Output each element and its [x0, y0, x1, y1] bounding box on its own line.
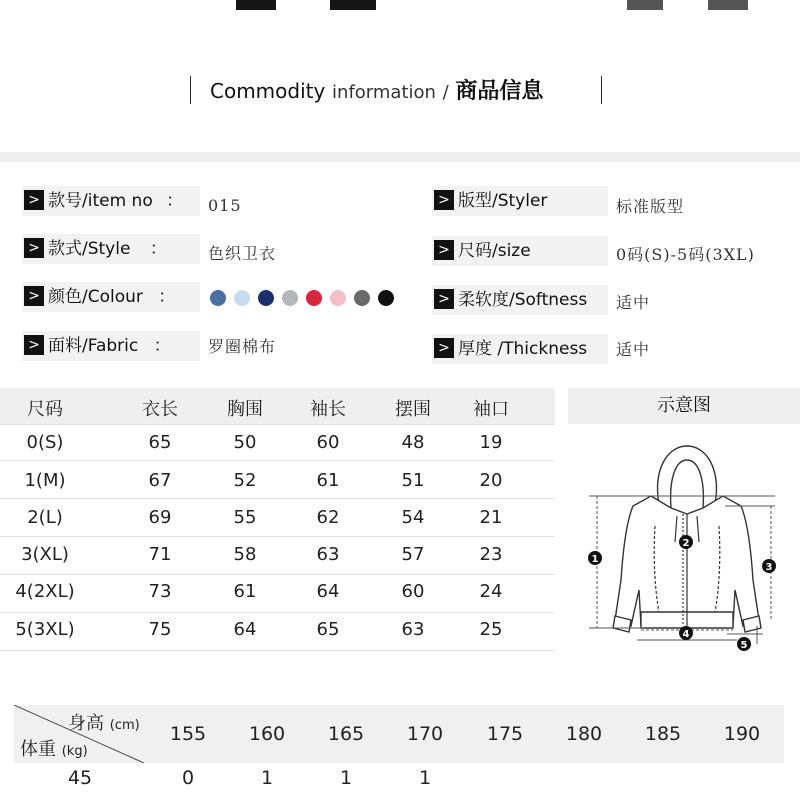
spec-label-size	[432, 236, 608, 266]
spec-value-fabric: 罗圈棉布	[208, 337, 277, 356]
size-table-header-cell: 摆围	[395, 399, 431, 420]
spec-label-fabric	[22, 331, 200, 361]
weight-unit: (kg)	[61, 744, 88, 759]
diagram-title: 示意图	[568, 388, 800, 424]
size-table-value-cell: 58	[233, 544, 257, 565]
size-table-value-cell: 21	[479, 507, 503, 528]
size-table	[0, 388, 555, 650]
height-unit: (cm)	[109, 718, 140, 733]
spec-label-text: 厚度 /Thickness	[458, 339, 588, 359]
size-table-value-cell: 71	[148, 544, 172, 565]
spec-colon: ：	[166, 191, 184, 211]
size-table-value-cell: 55	[233, 507, 257, 528]
size-table-value-cell: 57	[401, 544, 425, 565]
size-recommendation-cell: 0	[181, 767, 195, 789]
height-label	[68, 709, 140, 735]
size-table-size-cell: 2(L)	[27, 507, 63, 528]
size-table-value-cell: 63	[316, 544, 340, 565]
size-table-row-divider	[0, 650, 555, 651]
size-table-value-cell: 20	[479, 470, 503, 491]
colour-swatch-7[interactable]	[354, 290, 370, 306]
arrow-icon: >	[24, 238, 44, 258]
height-weight-table	[14, 705, 784, 800]
size-table-row-divider	[0, 498, 555, 499]
size-table-size-cell: 4(2XL)	[15, 581, 75, 602]
marker-1-label: 1	[591, 554, 599, 565]
size-table-row-divider	[0, 424, 555, 425]
arrow-icon: >	[434, 240, 454, 260]
colour-swatch-4[interactable]	[282, 290, 298, 306]
height-header-cell: 160	[248, 723, 286, 745]
size-table-size-cell: 5(3XL)	[15, 619, 75, 640]
size-table-value-cell: 69	[148, 507, 172, 528]
spec-label-text: 款号/item no	[48, 191, 153, 211]
size-table-value-cell: 64	[316, 581, 340, 602]
size-table-header-cell: 袖长	[310, 399, 346, 420]
size-table-row-divider	[0, 460, 555, 461]
spec-label-colour	[22, 282, 200, 312]
spec-colon: ：	[158, 287, 176, 307]
size-table-header-cell: 袖口	[473, 399, 509, 420]
arrow-icon: >	[434, 289, 454, 309]
size-table-row-divider	[0, 536, 555, 537]
size-table-value-cell: 64	[233, 619, 257, 640]
spec-value-size: 0码(S)-5码(3XL)	[616, 245, 755, 264]
colour-swatch-5[interactable]	[306, 290, 322, 306]
spec-label-thickness	[432, 334, 608, 364]
spec-label-item-no	[22, 186, 200, 216]
size-table-size-cell: 1(M)	[24, 470, 66, 491]
size-table-value-cell: 73	[148, 581, 172, 602]
spec-value-thickness: 适中	[616, 340, 651, 359]
spec-label-text: 面料/Fabric	[48, 336, 139, 356]
heading-cn: 商品信息	[455, 79, 544, 104]
arrow-icon: >	[24, 286, 44, 306]
size-table-row-divider	[0, 612, 555, 613]
colour-swatch-3[interactable]	[258, 290, 274, 306]
product-thumb-gray-right	[708, 0, 748, 10]
size-table-value-cell: 24	[479, 581, 503, 602]
heading-text	[210, 74, 543, 105]
size-table-value-cell: 60	[316, 432, 340, 453]
colour-swatch-1[interactable]	[210, 290, 226, 306]
spec-label-text: 颜色/Colour	[48, 287, 143, 307]
arrow-icon: >	[24, 190, 44, 210]
weight-label-text: 体重	[20, 739, 56, 760]
arrow-icon: >	[24, 335, 44, 355]
heading-right-bar	[601, 76, 602, 104]
arrow-icon: >	[434, 190, 454, 210]
size-recommendation-cell: 1	[418, 767, 432, 789]
section-divider	[0, 152, 800, 162]
height-header-cell: 170	[406, 723, 444, 745]
spec-label-text: 柔软度/Softness	[458, 290, 588, 310]
section-heading	[190, 72, 604, 108]
size-table-header-cell: 胸围	[227, 399, 263, 420]
size-table-value-cell: 51	[401, 470, 425, 491]
size-table-value-cell: 23	[479, 544, 503, 565]
hoodie-diagram	[575, 430, 800, 655]
size-table-value-cell: 60	[401, 581, 425, 602]
height-header-cell: 190	[723, 723, 761, 745]
spec-value-item-no: 015	[208, 196, 242, 215]
size-table-value-cell: 54	[401, 507, 425, 528]
spec-label-text: 款式/Style	[48, 239, 131, 259]
size-table-header-cell: 尺码	[27, 399, 63, 420]
size-table-value-cell: 65	[316, 619, 340, 640]
spec-label-style	[22, 234, 200, 264]
weight-label	[20, 735, 88, 761]
colour-swatch-2[interactable]	[234, 290, 250, 306]
size-table-size-cell: 3(XL)	[21, 544, 69, 565]
height-header-cell: 175	[486, 723, 524, 745]
spec-colon: ：	[149, 239, 167, 259]
height-header-cell: 165	[327, 723, 365, 745]
size-table-value-cell: 25	[479, 619, 503, 640]
size-table-size-cell: 0(S)	[26, 432, 64, 453]
product-thumb-black-left	[236, 0, 276, 10]
size-table-value-cell: 50	[233, 432, 257, 453]
size-table-value-cell: 52	[233, 470, 257, 491]
heading-en-strong: Commodity	[210, 79, 326, 103]
product-thumb-black-right	[330, 0, 376, 10]
size-recommendation-cell: 1	[260, 767, 274, 789]
height-label-text: 身高	[68, 713, 104, 734]
size-table-value-cell: 61	[316, 470, 340, 491]
height-header-cell: 155	[169, 723, 207, 745]
marker-4-label: 4	[682, 629, 690, 640]
size-table-value-cell: 65	[148, 432, 172, 453]
size-table-value-cell: 75	[148, 619, 172, 640]
heading-left-bar	[190, 76, 191, 104]
size-table-value-cell: 61	[233, 581, 257, 602]
spec-label-text: 尺码/size	[458, 241, 531, 261]
spec-label-text: 版型/Styler	[458, 191, 548, 211]
size-table-row-divider	[0, 574, 555, 575]
marker-5-label: 5	[740, 640, 748, 651]
size-table-value-cell: 19	[479, 432, 503, 453]
size-table-header-cell: 衣长	[142, 399, 178, 420]
colour-swatch-6[interactable]	[330, 290, 346, 306]
size-table-value-cell: 62	[316, 507, 340, 528]
product-thumb-gray-left	[627, 0, 663, 10]
heading-separator: /	[442, 82, 449, 103]
size-table-value-cell: 48	[401, 432, 425, 453]
weight-row-label: 45	[67, 767, 93, 789]
size-table-value-cell: 63	[401, 619, 425, 640]
size-recommendation-cell: 1	[339, 767, 353, 789]
height-header-cell: 185	[644, 723, 682, 745]
spec-label-styler	[432, 186, 608, 216]
height-header-cell: 180	[565, 723, 603, 745]
colour-swatch-8[interactable]	[378, 290, 394, 306]
spec-value-style: 色织卫衣	[208, 244, 277, 263]
spec-colon: ：	[153, 336, 171, 356]
size-table-value-cell: 67	[148, 470, 172, 491]
arrow-icon: >	[434, 338, 454, 358]
spec-value-styler: 标准版型	[616, 197, 685, 216]
spec-value-softness: 适中	[616, 293, 651, 312]
spec-label-softness	[432, 285, 608, 315]
marker-2-label: 2	[682, 538, 690, 549]
heading-en-light: information	[332, 82, 436, 103]
marker-3-label: 3	[765, 562, 773, 573]
